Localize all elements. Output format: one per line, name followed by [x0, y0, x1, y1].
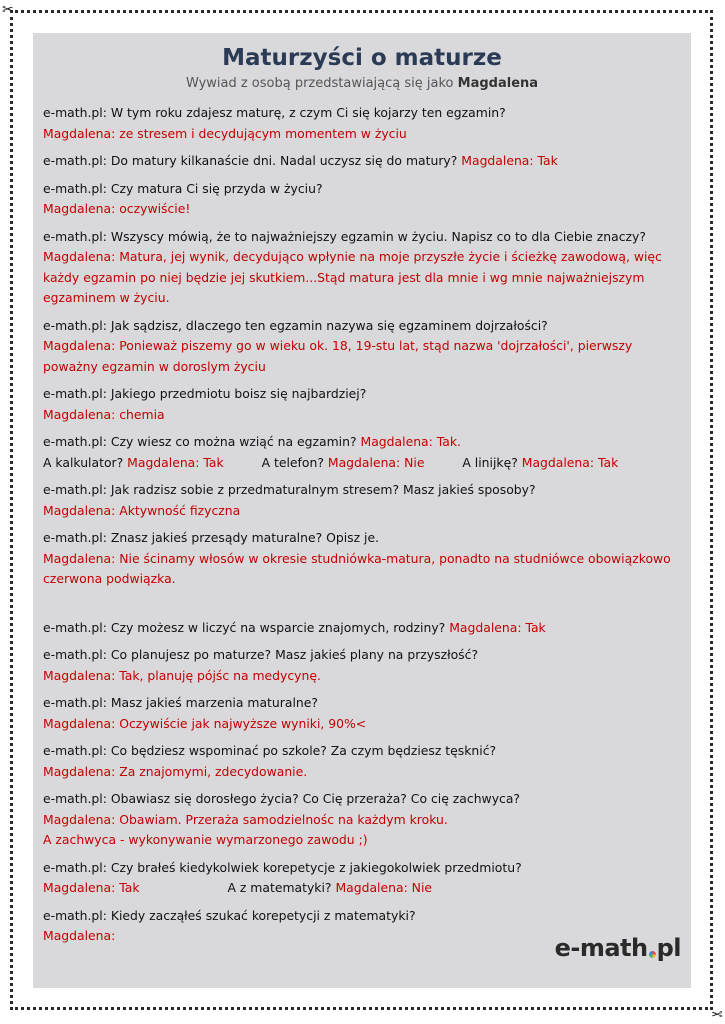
answer: Magdalena: Ponieważ piszemy go w wieku ok. 18, 19-stu lat, stąd nazwa 'dojrzałości', pierwszy poważny egzamin w doroslym życiu — [43, 338, 633, 374]
question: e-math.pl: Czy wiesz co można wziąć na egzamin? — [43, 434, 357, 449]
scissors-icon: ✂ — [2, 2, 14, 18]
question: A telefon? — [261, 454, 324, 470]
answer: Magdalena: Tak — [461, 153, 558, 168]
qa-list — [43, 103, 683, 947]
answer: Magdalena: Oczywiście jak najwyższe wyniki, 90%< — [43, 715, 367, 731]
subtitle-prefix: Wywiad z osobą przedstawiającą się jako — [185, 76, 454, 91]
question: A z matematyki? — [227, 880, 332, 895]
logo-left: e-math — [554, 934, 648, 962]
logo-dot-icon — [649, 951, 656, 958]
answer: Magdalena: — [43, 928, 116, 943]
qa-item — [43, 693, 683, 734]
question: e-math.pl: Czy brałeś kiedykolwiek korepetycje z jakiegokolwiek przedmiotu? — [43, 859, 522, 875]
qa-item — [43, 179, 683, 220]
answer: A zachwyca - wykonywanie wymarzonego zawodu ;) — [43, 832, 368, 847]
question: e-math.pl: Czy możesz w liczyć na wsparcie znajomych, rodziny? — [43, 619, 446, 635]
answer: Magdalena: Nie ścinamy włosów w okresie studniówka-matura, ponadto na studniówce obowiązkowo czerwona podwiązka. — [43, 550, 671, 586]
question: e-math.pl: Czy matura Ci się przyda w życiu? — [43, 180, 323, 196]
qa-item — [43, 151, 683, 172]
question: e-math.pl: Co planujesz po maturze? Masz jakieś plany na przyszłość? — [43, 647, 479, 662]
question: e-math.pl: Kiedy zacząłeś szukać korepetycji z matematyki? — [43, 907, 416, 923]
answer: Magdalena: oczywiście! — [43, 201, 191, 216]
question: e-math.pl: W tym roku zdajesz maturę, z czym Ci się kojarzy ten egzamin? — [43, 105, 506, 120]
answer: Magdalena: chemia — [43, 406, 165, 422]
answer: Magdalena: Tak — [521, 454, 619, 470]
answer: Magdalena: Matura, jej wynik, decydująco wpłynie na moje przyszłe życie i ścieżkę zawodową, więc każdy egzamin po niej będzie jej skutkiem...Stąd matura jest dla mnie i wg mnie najważniejszym egzaminem w życiu. — [43, 249, 662, 305]
interview-panel — [33, 33, 691, 988]
question: e-math.pl: Znasz jakieś przesądy maturalne? Opisz je. — [43, 530, 380, 545]
answer: Magdalena: ze stresem i decydującym momentem w życiu — [43, 125, 407, 141]
answer: Magdalena: Obawiam. Przeraża samodzielnośc na każdym kroku. — [43, 811, 448, 827]
question: e-math.pl: Jak radzisz sobie z przedmaturalnym stresem? Masz jakieś sposoby? — [43, 482, 536, 497]
qa-item — [43, 432, 683, 473]
answer: Magdalena: Aktywność fizyczna — [43, 502, 241, 518]
question: e-math.pl: Jak sądzisz, dlaczego ten egzamin nazywa się egzaminem dojrzałości? — [43, 317, 548, 333]
answer: Magdalena: Tak, planuję pójśc na medycynę. — [43, 667, 321, 683]
answer: Magdalena: Za znajomymi, zdecydowanie. — [43, 763, 308, 779]
question: e-math.pl: Jakiego przedmiotu boisz się najbardziej? — [43, 386, 367, 401]
qa-item — [43, 858, 683, 899]
answer: Magdalena: Tak — [43, 880, 140, 895]
qa-item — [43, 789, 683, 851]
logo-right: pl — [656, 934, 681, 962]
qa-item — [43, 618, 683, 639]
answer: Magdalena: Tak — [449, 619, 546, 635]
qa-item — [43, 741, 683, 782]
qa-item — [43, 528, 683, 590]
answer: Magdalena: Nie — [335, 880, 433, 895]
e-math-logo — [555, 934, 681, 962]
qa-item — [43, 480, 683, 521]
qa-item — [43, 103, 683, 144]
question: A kalkulator? — [43, 454, 124, 470]
question: e-math.pl: Masz jakieś marzenia maturalne? — [43, 695, 318, 710]
answer: Magdalena: Nie — [327, 454, 425, 470]
answer: Magdalena: Tak. — [360, 434, 461, 449]
qa-item — [43, 384, 683, 425]
question: e-math.pl: Wszyscy mówią, że to najważniejszy egzamin w życiu. Napisz co to dla Ciebie znaczy? — [43, 228, 646, 244]
qa-item — [43, 316, 683, 378]
scissors-icon: ✂ — [711, 1005, 723, 1021]
qa-item — [43, 227, 683, 309]
subtitle-name: Magdalena — [457, 76, 539, 91]
qa-item — [43, 645, 683, 686]
question: e-math.pl: Obawiasz się dorosłego życia? Co Cię przeraża? Co cię zachwyca? — [43, 791, 521, 806]
answer: Magdalena: Tak — [127, 454, 224, 470]
page-subtitle — [33, 74, 691, 94]
question: e-math.pl: Do matury kilkanaście dni. Nadal uczysz się do matury? — [43, 153, 458, 168]
question: e-math.pl: Co będziesz wspominać po szkole? Za czym będziesz tęsknić? — [43, 743, 497, 758]
page-title: Maturzyści o maturze — [222, 45, 502, 71]
question: A linijkę? — [462, 454, 518, 470]
